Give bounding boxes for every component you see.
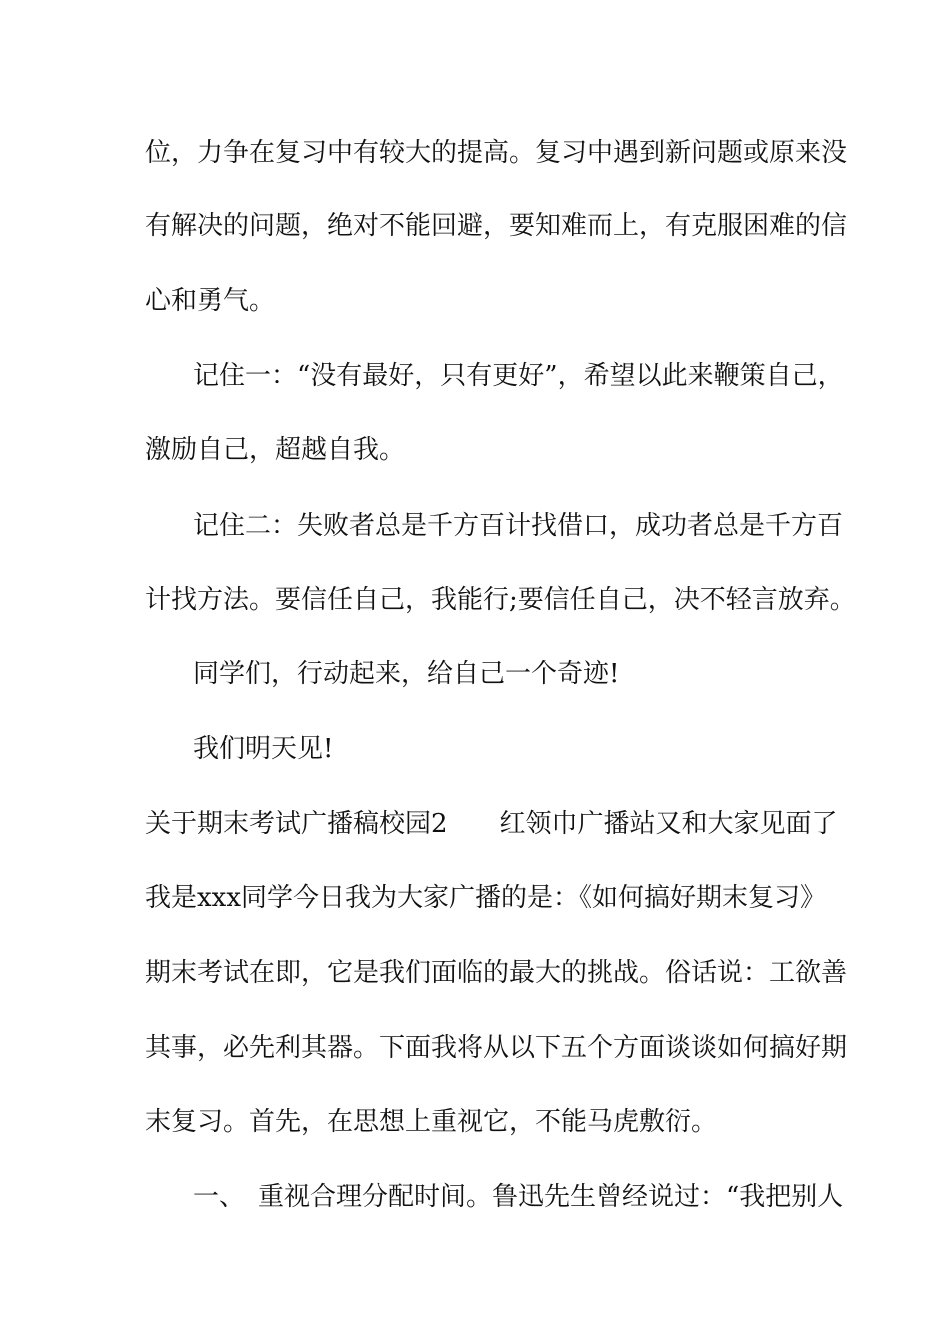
text-line: 同学们，行动起来，给自己一个奇迹! — [193, 659, 620, 689]
text-line: 记住一：“没有最好，只有更好”，希望以此来鞭策自己， — [193, 361, 844, 391]
text-line: 一、 重视合理分配时间。鲁迅先生曾经说过：“我把别人 — [193, 1182, 844, 1212]
text-line: 其事，必先利其器。下面我将从以下五个方面谈谈如何搞好期 — [145, 1033, 848, 1063]
text-line: 期末考试在即，它是我们面临的最大的挑战。俗话说：工欲善 — [145, 958, 848, 988]
text-line: 位，力争在复习中有较大的提高。复习中遇到新问题或原来没 — [145, 138, 848, 168]
text-line: 末复习。首先，在思想上重视它，不能马虎敷衍。 — [145, 1107, 718, 1137]
text-line: 我们明天见! — [193, 734, 334, 764]
text-line: 我是xxx同学今日我为大家广播的是：《如何搞好期末复习》 — [145, 883, 826, 913]
text-line: 有解决的问题，绝对不能回避，要知难而上，有克服困难的信 — [145, 211, 848, 241]
text-line: 计找方法。要信任自己，我能行;要信任自己，决不轻言放弃。 — [145, 585, 856, 615]
text-line: 关于期末考试广播稿校园2 红领巾广播站又和大家见面了 — [145, 809, 838, 839]
text-line: 记住二：失败者总是千方百计找借口，成功者总是千方百 — [193, 511, 844, 541]
text-line: 激励自己，超越自我。 — [145, 435, 406, 465]
text-line: 心和勇气。 — [145, 286, 276, 316]
